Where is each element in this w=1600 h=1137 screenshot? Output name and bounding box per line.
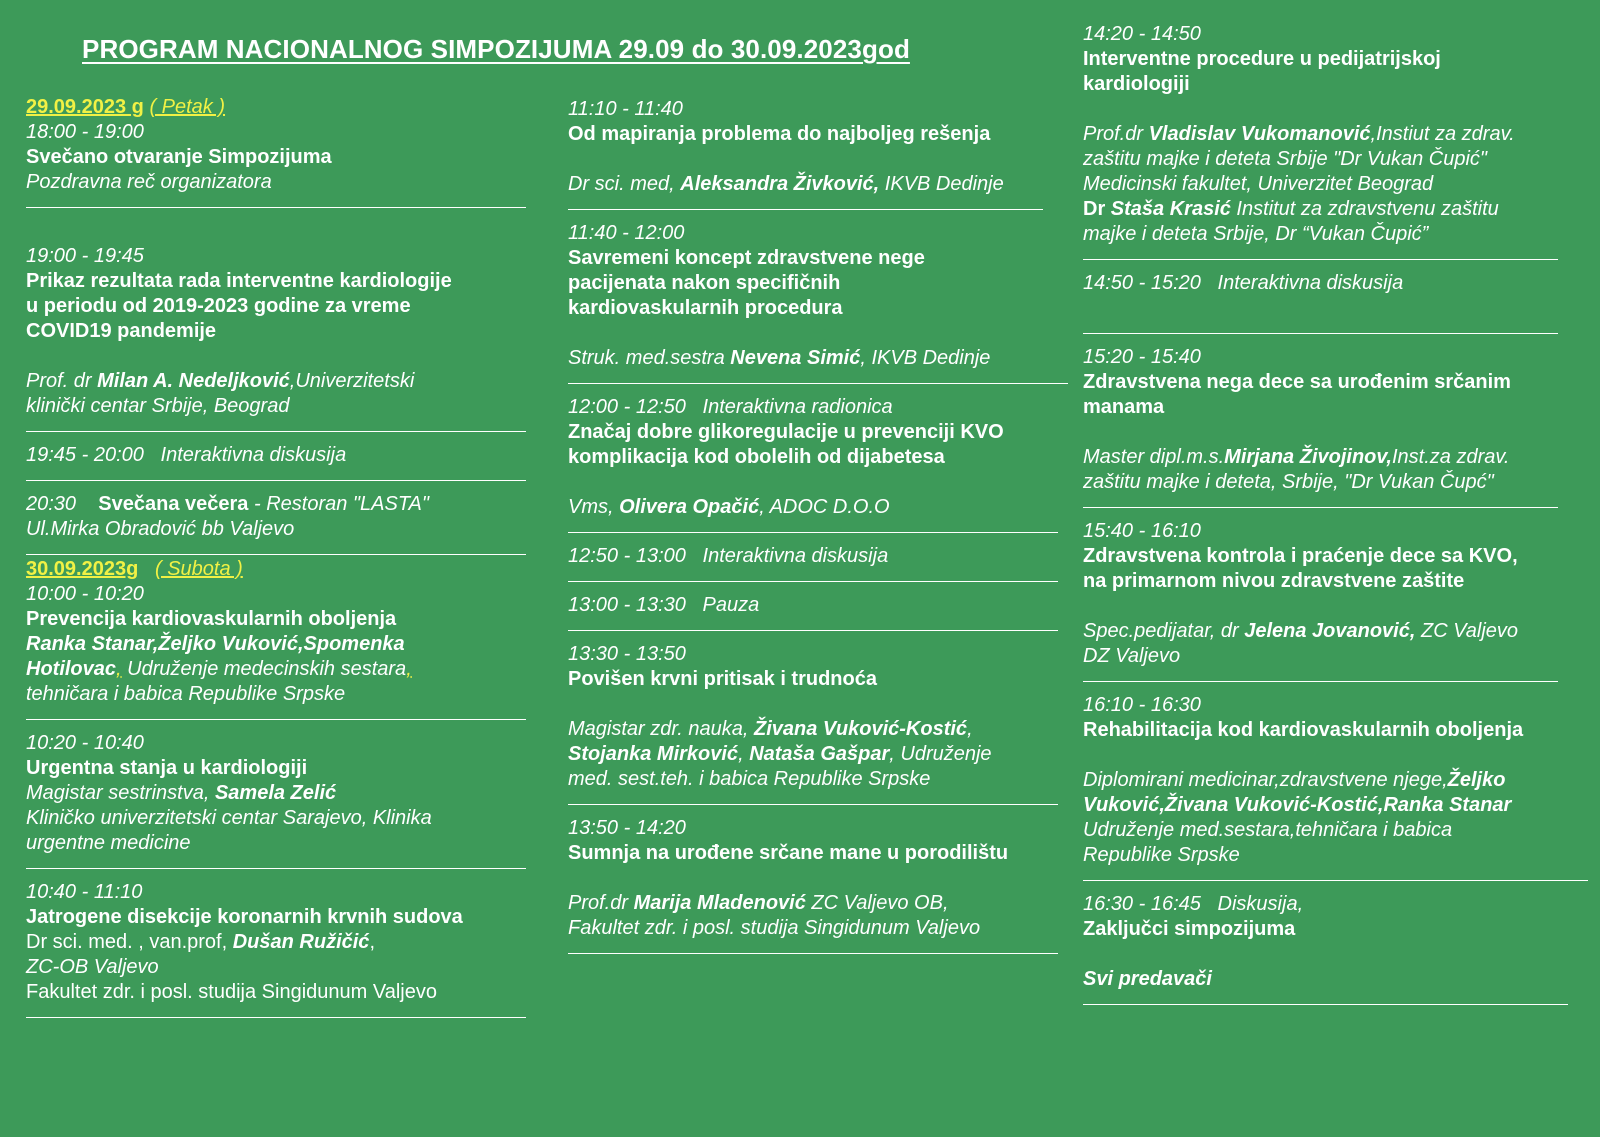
session-title: Povišen krvni pritisak i trudnoća: [568, 668, 877, 690]
speaker-affiliation: Udruženje med.sestara,tehničara i babica: [1083, 819, 1453, 841]
speaker-names: Ranka Stanar,Željko Vuković,Spomenka: [26, 633, 405, 655]
session-title: Sumnja na urođene srčane mane u porodilištu: [568, 842, 1009, 864]
session-title: Urgentna stanja u kardiologiji: [26, 757, 308, 779]
dinner-line: 20:30 Svečana večera - Restoran "LASTA": [26, 493, 429, 515]
speaker-line: Prof. dr Milan A. Nedeljković,Univerzitetski: [26, 370, 415, 392]
divider: [1083, 259, 1558, 260]
page-title: PROGRAM NACIONALNOG SIMPOZIJUMA 29.09 do 30.09.2023god: [82, 34, 910, 64]
divider: [26, 207, 526, 208]
speaker-line: Stojanka Mirković, Nataša Gašpar, Udruženje: [568, 743, 992, 765]
divider: [1083, 880, 1588, 881]
session-time: 10:20 - 10:40: [26, 732, 144, 754]
speaker-line: Dr Staša Krasić Institut za zdravstvenu zaštitu: [1083, 198, 1499, 220]
session-title: Prevencija kardiovaskularnih oboljenja: [26, 608, 397, 630]
divider: [568, 804, 1058, 805]
session-time: 11:40 - 12:00: [568, 222, 685, 244]
speaker-line: Dr sci. med, Aleksandra Živković, IKVB Dedinje: [568, 173, 1004, 195]
column-day-schedule-1: [26, 95, 526, 1029]
speaker-affiliation: klinički centar Srbije, Beograd: [26, 395, 290, 417]
session-time: 19:00 - 19:45: [26, 245, 144, 267]
speaker-affiliation: med. sest.teh. i babica Republike Srpske: [568, 768, 931, 790]
divider: [26, 431, 526, 432]
session-title: COVID19 pandemije: [26, 320, 217, 342]
divider: [568, 383, 1068, 384]
speaker-name: Dušan Ružičić: [232, 931, 370, 953]
speaker-name: Nataša Gašpar: [749, 743, 890, 765]
speaker-name: Nevena Simić: [730, 347, 861, 369]
discussion-line: 16:30 - 16:45 Diskusija,: [1083, 893, 1304, 915]
session-time: 16:10 - 16:30: [1083, 694, 1201, 716]
session-time: 11:10 - 11:40: [568, 98, 683, 120]
divider: [568, 532, 1058, 533]
session-title: kardiovaskularnih procedura: [568, 297, 843, 319]
session-subtitle: Pozdravna reč organizatora: [26, 171, 272, 193]
speaker-line: Dr sci. med. , van.prof, Dušan Ružičić,: [26, 931, 375, 953]
session-title: Rehabilitacija kod kardiovaskularnih oboljenja: [1083, 719, 1524, 741]
divider: [26, 868, 526, 869]
speaker-affiliation: majke i deteta Srbije, Dr “Vukan Čupić”: [1083, 223, 1429, 245]
speaker-name: Samela Zelić: [214, 782, 337, 804]
session-title: Značaj dobre glikoregulacije u prevenciji KVO: [568, 421, 1004, 443]
session-title: Jatrogene disekcije koronarnih krvnih sudova: [26, 906, 463, 928]
day-name: ( Petak ): [149, 96, 226, 118]
speaker-name: Marija Mladenović: [633, 892, 806, 914]
discussion-line: 14:50 - 15:20 Interaktivna diskusija: [1083, 272, 1404, 294]
speaker-name: Stojanka Mirković: [568, 743, 739, 765]
speaker-affiliation: Fakultet zdr. i posl. studija Singidunum Valjevo: [568, 917, 981, 939]
speaker-name: Milan A. Nedeljković: [97, 370, 290, 392]
speaker-line: Prof.dr Vladislav Vukomanović,Instiut za zdrav.: [1083, 123, 1515, 145]
session-time: 13:30 - 13:50: [568, 643, 686, 665]
session-title: Savremeni koncept zdravstvene nege: [568, 247, 925, 269]
session-time: 10:40 - 11:10: [26, 881, 143, 903]
speaker-affiliation: tehničara i babica Republike Srpske: [26, 683, 346, 705]
divider: [26, 554, 526, 555]
speaker-line: Vms, Olivera Opačić, ADOC D.O.O: [568, 496, 890, 518]
discussion-line: 19:45 - 20:00 Interaktivna diskusija: [26, 444, 347, 466]
session-title: Zdravstvena kontrola i praćenje dece sa KVO,: [1083, 545, 1518, 567]
speaker-affiliation: Fakultet zdr. i posl. studija Singidunum Valjevo: [26, 981, 437, 1003]
session-title: Prikaz rezultata rada interventne kardiologije: [26, 270, 452, 292]
session-title: u periodu od 2019-2023 godine za vreme: [26, 295, 411, 317]
divider: [1083, 681, 1558, 682]
day-name: ( Subota ): [155, 558, 243, 580]
discussion-line: 12:50 - 13:00 Interaktivna diskusija: [568, 545, 889, 567]
speaker-line: Struk. med.sestra Nevena Simić, IKVB Dedinje: [568, 347, 991, 369]
workshop-line: 12:00 - 12:50 Interaktivna radionica: [568, 396, 893, 418]
speaker-line: Magistar sestrinstva, Samela Zelić: [26, 782, 337, 804]
session-title: pacijenata nakon specifičnih: [568, 272, 841, 294]
speaker-line: Prof.dr Marija Mladenović ZC Valjevo OB,: [568, 892, 949, 914]
speaker-line: Master dipl.m.s.Mirjana Živojinov,Inst.za zdrav.: [1083, 446, 1510, 468]
column-day-schedule-2: [568, 97, 1073, 965]
day-header-saturday: [26, 557, 526, 582]
speaker-affiliation: zaštitu majke i deteta, Srbije, "Dr Vukan Čupć": [1083, 471, 1494, 493]
session-time: 15:20 - 15:40: [1083, 346, 1201, 368]
session-title: manama: [1083, 396, 1165, 418]
speaker-line: Hotilovac, Udruženje medecinskih sestara,: [26, 658, 412, 680]
day-header-friday: [26, 95, 526, 120]
divider: [568, 630, 1058, 631]
speaker-line: Magistar zdr. nauka, Živana Vuković-Kostić,: [568, 718, 973, 740]
session-title: Interventne procedure u pedijatrijskoj: [1083, 48, 1441, 70]
divider: [1083, 1004, 1568, 1005]
session-title: Svečano otvaranje Simpozijuma: [26, 146, 332, 168]
speaker-affiliation: Medicinski fakultet, Univerzitet Beograd: [1083, 173, 1434, 195]
session-time: 15:40 - 16:10: [1083, 520, 1201, 542]
divider: [26, 719, 526, 720]
speaker-affiliation: ZC-OB Valjevo: [26, 956, 159, 978]
dinner-address: Ul.Mirka Obradović bb Valjevo: [26, 518, 295, 540]
divider: [1083, 333, 1558, 334]
speaker-name: Vladislav Vukomanović: [1148, 123, 1371, 145]
session-time: 13:50 - 14:20: [568, 817, 686, 839]
divider: [26, 480, 526, 481]
speaker-name: Staša Krasić: [1110, 198, 1231, 220]
session-time: 10:00 - 10:20: [26, 583, 144, 605]
session-title: Od mapiranja problema do najboljeg rešenja: [568, 123, 991, 145]
speaker-name: Aleksandra Živković,: [680, 173, 880, 195]
speaker-names: Svi predavači: [1083, 968, 1212, 990]
divider: [1083, 507, 1558, 508]
speaker-name: Olivera Opačić: [619, 496, 760, 518]
divider: [568, 581, 1058, 582]
speaker-line: Spec.pedijatar, dr Jelena Jovanović, ZC Valjevo: [1083, 620, 1519, 642]
column-day-schedule-3: [1083, 22, 1598, 1016]
session-title: Zaključci simpozijuma: [1083, 918, 1296, 940]
session-time: 18:00 - 19:00: [26, 121, 144, 143]
speaker-name: Mirjana Živojinov,: [1224, 446, 1392, 468]
divider: [26, 1017, 526, 1018]
dinner-title: Svečana večera: [98, 493, 249, 515]
speaker-name: Jelena Jovanović,: [1244, 620, 1416, 642]
speaker-affiliation: Kliničko univerzitetski centar Sarajevo, Klinika: [26, 807, 432, 829]
day-date: 29.09.2023 g: [26, 96, 144, 118]
speaker-name: Živana Vuković-Kostić: [754, 718, 968, 740]
pause-line: 13:00 - 13:30 Pauza: [568, 594, 760, 616]
speaker-name: Željko: [1447, 769, 1506, 791]
divider: [568, 953, 1058, 954]
speaker-affiliation: Republike Srpske: [1083, 844, 1240, 866]
session-title: Zdravstvena nega dece sa urođenim srčanim: [1083, 371, 1511, 393]
session-title: komplikacija kod obolelih od dijabetesa: [568, 446, 945, 468]
session-title: na primarnom nivou zdravstvene zaštite: [1083, 570, 1465, 592]
divider: [568, 209, 1043, 210]
day-date: 30.09.2023g: [26, 558, 139, 580]
session-title: kardiologiji: [1083, 73, 1190, 95]
speaker-affiliation: zaštitu majke i deteta Srbije "Dr Vukan Čupić": [1083, 148, 1488, 170]
session-time: 14:20 - 14:50: [1083, 23, 1201, 45]
speaker-affiliation: DZ Valjevo: [1083, 645, 1181, 667]
speaker-names: Vuković,Živana Vuković-Kostić,Ranka Stanar: [1083, 794, 1512, 816]
speaker-line: Diplomirani medicinar,zdravstvene njege,Željko: [1083, 769, 1506, 791]
speaker-affiliation: urgentne medicine: [26, 832, 191, 854]
